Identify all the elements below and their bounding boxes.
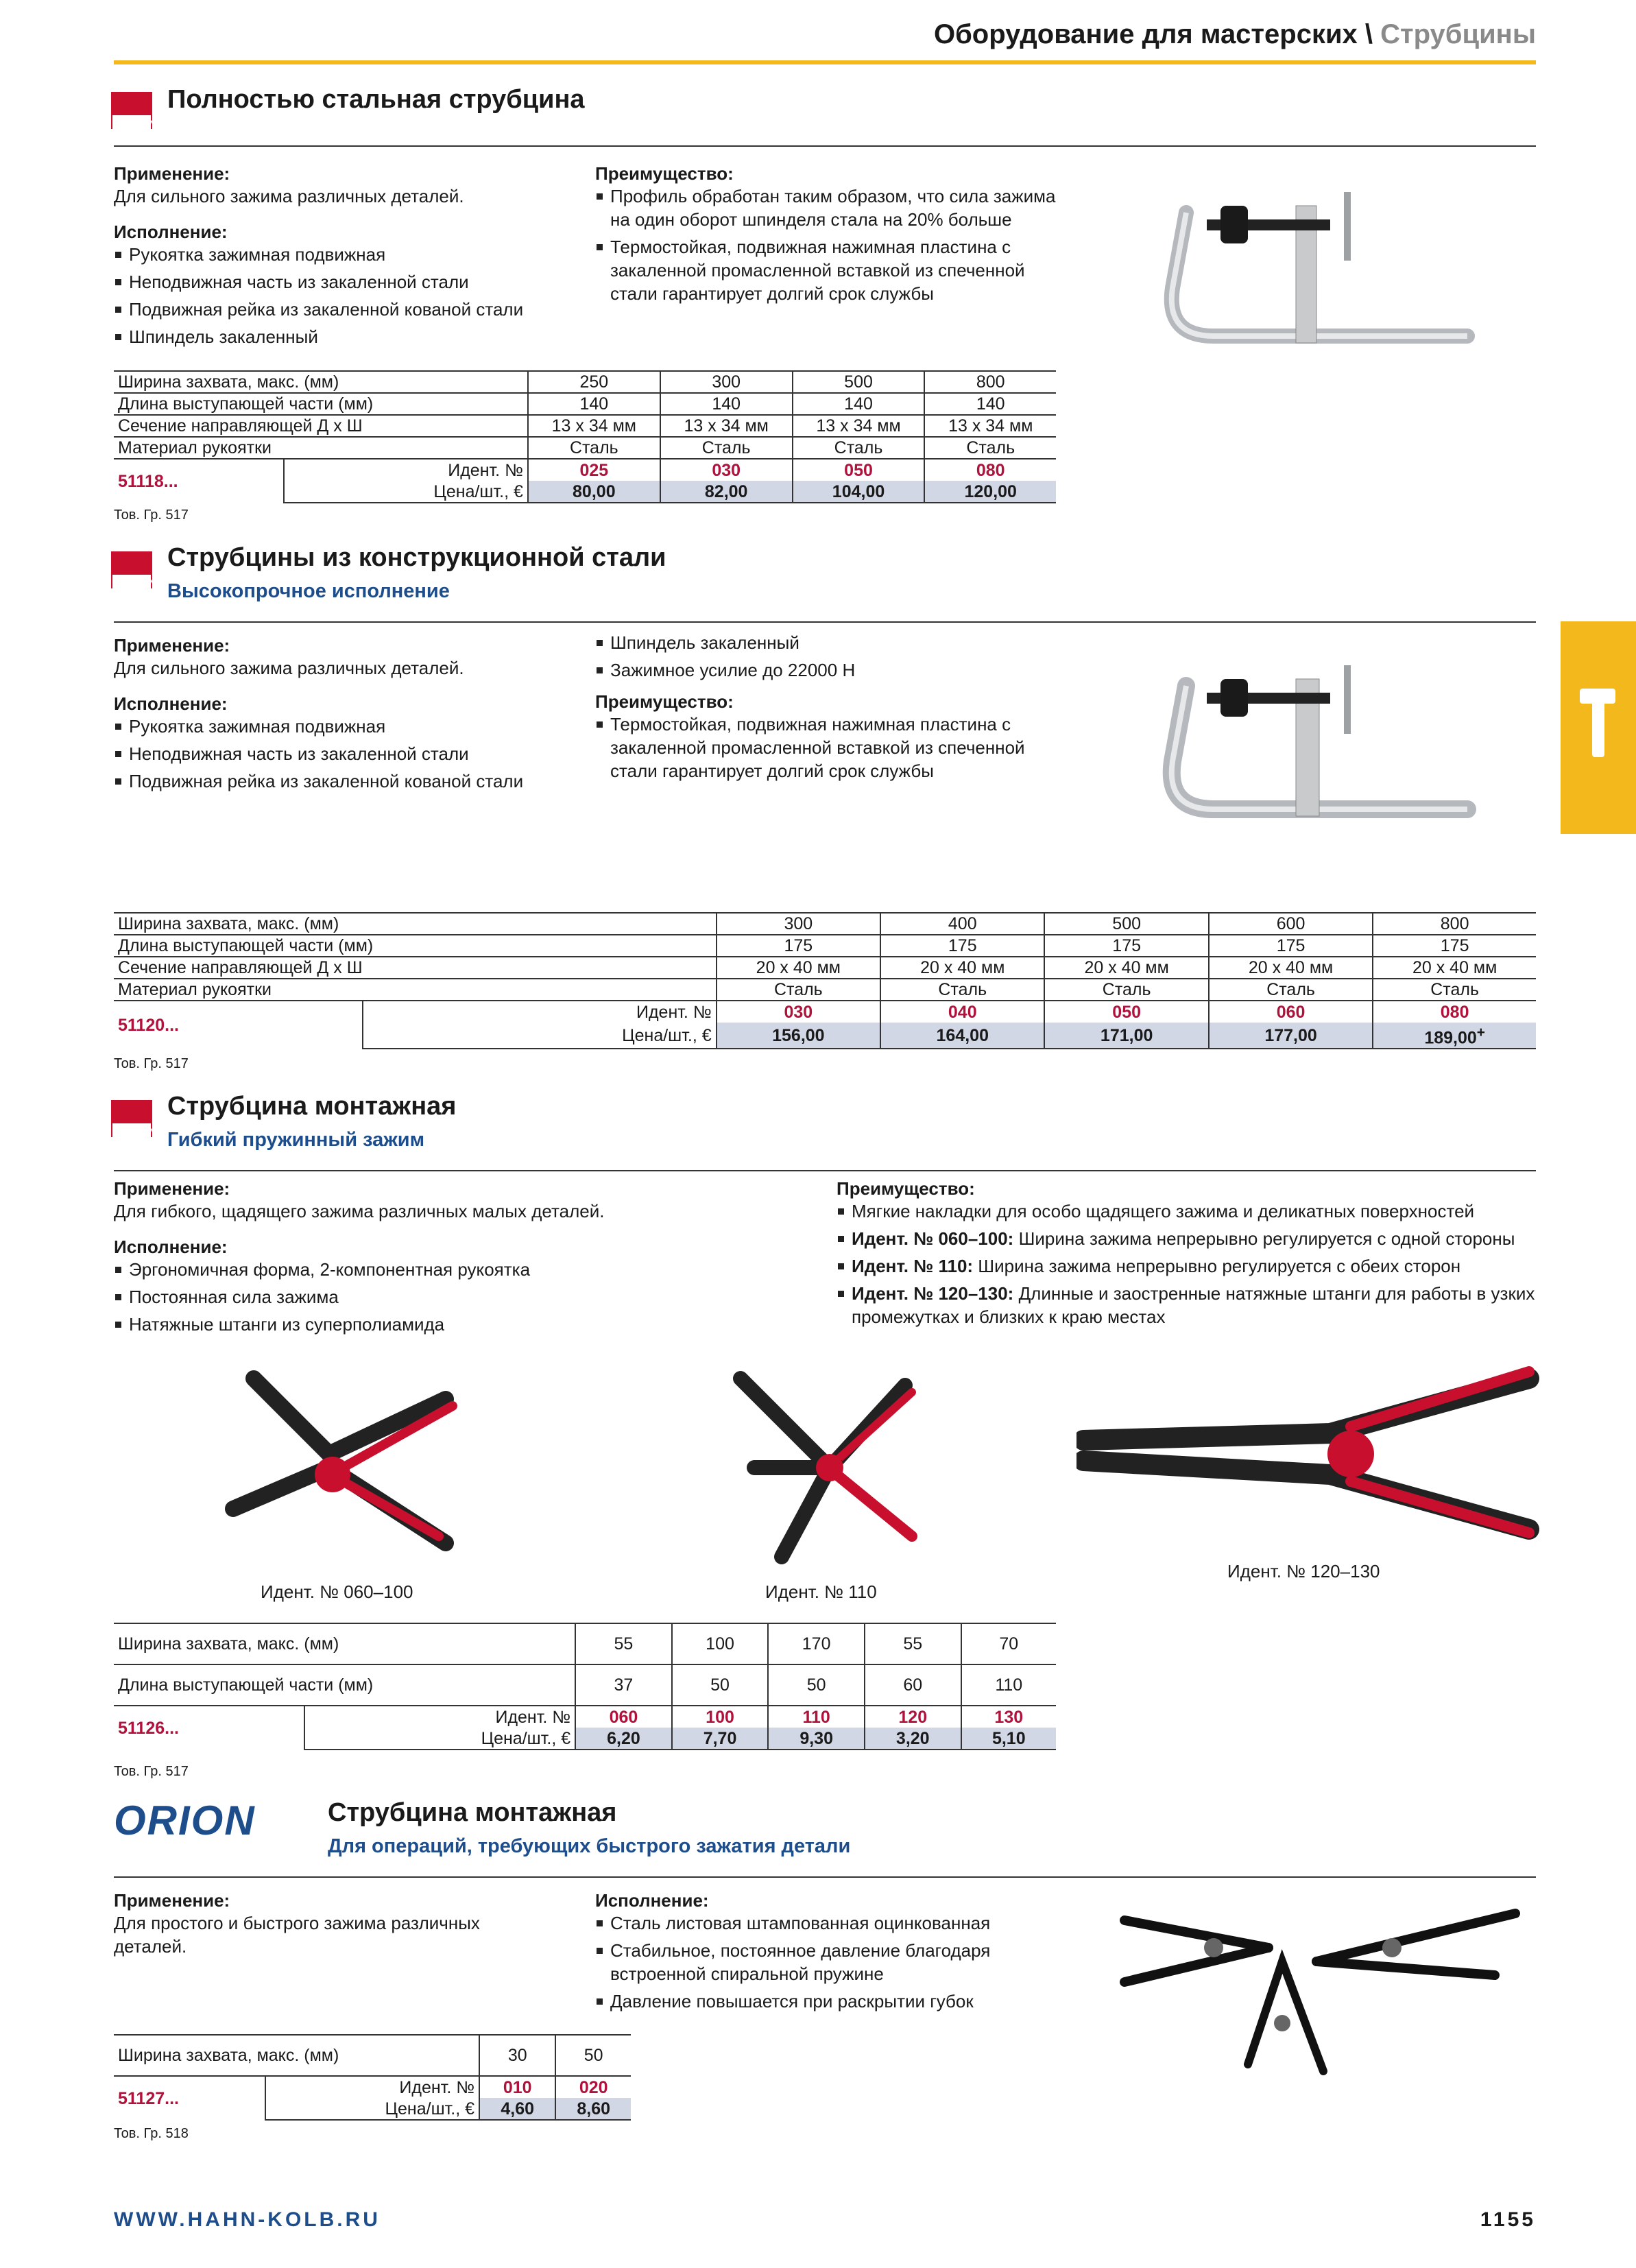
row-label: Ширина захвата, макс. (мм) — [114, 2035, 479, 2076]
price-label: Цена/шт., € — [304, 1728, 575, 1750]
price-value: 104,00 — [793, 481, 925, 503]
table-value: 110 — [961, 1664, 1056, 1706]
table-value: 20 x 40 мм — [1373, 957, 1536, 979]
execution-block — [595, 1890, 1061, 2017]
table-value: 13 x 34 мм — [924, 415, 1056, 437]
section-title: Струбцина монтажная — [167, 1092, 457, 1121]
table-row — [114, 913, 1536, 935]
spring-clamp-image — [1076, 1358, 1543, 1550]
price-value: 7,70 — [672, 1728, 769, 1750]
application-block — [114, 163, 580, 353]
section-subtitle: Для операций, требующих быстрого зажатия детали — [328, 1835, 851, 1857]
table-value: 250 — [528, 371, 660, 393]
table-value: 800 — [924, 371, 1056, 393]
label: Исполнение: — [114, 693, 228, 714]
spec-table — [114, 2034, 631, 2121]
section-subtitle: Высокопрочное исполнение — [167, 580, 450, 602]
product-group: Тов. Гр. 517 — [114, 1056, 189, 1071]
table-row — [114, 371, 1056, 393]
orion-logo: ORION — [114, 1798, 256, 1843]
section-title: Струбцины из конструкционной стали — [167, 543, 666, 572]
table-value: 140 — [660, 393, 793, 415]
table-value: 30 — [479, 2035, 555, 2076]
section-rule — [114, 1170, 1536, 1171]
price-value: 171,00 — [1044, 1023, 1208, 1049]
product-id: 060 — [1209, 1001, 1373, 1023]
table-row — [114, 1001, 1536, 1023]
row-label: Ширина захвата, макс. (мм) — [114, 371, 528, 393]
clamp-image — [1138, 185, 1481, 363]
list-item: Зажимное усилие до 22000 Н — [595, 658, 1061, 682]
product-id: 100 — [672, 1706, 769, 1728]
spec-table — [114, 370, 1056, 503]
list-item: Термостойкая, подвижная нажимная пластина с закаленной промасленной вставкой из спеченной стали гарантирует долгий срок службы — [595, 713, 1061, 783]
id-label: Идент. № — [363, 1001, 716, 1023]
table-value: 60 — [865, 1664, 961, 1706]
text: Для простого и быстрого зажима различных деталей. — [114, 1913, 480, 1957]
list-item: Термостойкая, подвижная нажимная пластина с закаленной промасленной вставкой из спеченной стали гарантирует долгий срок службы — [595, 235, 1061, 305]
table-value: 20 x 40 мм — [880, 957, 1044, 979]
table-row — [114, 2076, 631, 2098]
adv-list — [595, 184, 1061, 305]
clamp-image — [1138, 658, 1481, 837]
table-value: 140 — [924, 393, 1056, 415]
adv-item: Мягкие накладки для особо щадящего зажима и деликатных поверхностей — [837, 1199, 1536, 1223]
exec-list — [114, 1258, 799, 1336]
header-rule — [114, 60, 1536, 64]
label: Применение: — [114, 635, 230, 656]
table-value: 175 — [1209, 935, 1373, 957]
text: Для сильного зажима различных деталей. — [114, 186, 464, 206]
list-item: Натяжные штанги из суперполиамида — [114, 1313, 799, 1336]
text: Для гибкого, щадящего зажима различных малых деталей. — [114, 1201, 605, 1221]
list-item: Рукоятка зажимная подвижная — [114, 243, 580, 266]
application-block — [114, 1890, 539, 1958]
table-value: Сталь — [880, 979, 1044, 1001]
label: Применение: — [114, 1178, 230, 1199]
table-value: 175 — [1373, 935, 1536, 957]
table-value: 175 — [717, 935, 880, 957]
label: Применение: — [114, 1890, 230, 1911]
table-value: 55 — [575, 1623, 672, 1664]
table-value: Сталь — [793, 437, 925, 459]
price-value: 156,00 — [717, 1023, 880, 1049]
label: Исполнение: — [114, 222, 228, 242]
table-value: Сталь — [528, 437, 660, 459]
adv-list — [837, 1199, 1536, 1328]
product-id: 010 — [479, 2076, 555, 2098]
price-value: 120,00 — [924, 481, 1056, 503]
table-value: Сталь — [924, 437, 1056, 459]
id-label: Идент. № — [304, 1706, 575, 1728]
advantage-block — [595, 631, 1061, 787]
table-value: 20 x 40 мм — [1209, 957, 1373, 979]
list-item: Постоянная сила зажима — [114, 1285, 799, 1309]
product-id: 080 — [1440, 1002, 1469, 1022]
header-main: Оборудование для мастерских — [933, 19, 1358, 49]
table-value: Сталь — [717, 979, 880, 1001]
table-row — [114, 1664, 1056, 1706]
price-label: Цена/шт., € — [265, 2098, 480, 2120]
product-id: 050 — [793, 459, 925, 481]
row-label: Длина выступающей части (мм) — [114, 1664, 575, 1706]
table-row — [114, 1623, 1056, 1664]
price-label: Цена/шт., € — [363, 1023, 716, 1049]
product-group: Тов. Гр. 517 — [114, 1764, 189, 1779]
table-value: 175 — [880, 935, 1044, 957]
spring-clamp-image — [1111, 1900, 1536, 2092]
product-id: 030 — [660, 459, 793, 481]
bessey-logo: BESSEY — [111, 92, 152, 129]
product-id: 060 — [575, 1706, 672, 1728]
spec-table — [114, 912, 1536, 1049]
header-separator: \ — [1357, 19, 1381, 49]
price-value: 82,00 — [660, 481, 793, 503]
table-value: 500 — [793, 371, 925, 393]
list-item: Подвижная рейка из закаленной кованой стали — [114, 298, 580, 321]
row-label: Материал рукоятки — [114, 437, 528, 459]
side-tab — [1561, 621, 1636, 834]
spring-clamp-image — [727, 1365, 933, 1571]
bessey-logo: BESSEY — [111, 1100, 152, 1137]
table-row — [114, 459, 1056, 481]
row-label: Ширина захвата, макс. (мм) — [114, 913, 717, 935]
list-item: Давление повышается при раскрытии губок — [595, 1990, 1061, 2013]
list-item: Эргономичная форма, 2-компонентная рукоятка — [114, 1258, 799, 1281]
price-value: 164,00 — [880, 1023, 1044, 1049]
list-item: Стабильное, постоянное давление благодаря встроенной спиральной пружине — [595, 1939, 1061, 1985]
product-id: 080 — [976, 460, 1005, 480]
table-row — [114, 2035, 631, 2076]
table-row — [114, 935, 1536, 957]
spring-clamp-image — [219, 1365, 480, 1571]
exec-list — [114, 715, 580, 793]
table-value: 300 — [717, 913, 880, 935]
exec-list — [595, 1911, 1061, 2013]
row-label: Ширина захвата, макс. (мм) — [114, 1623, 575, 1664]
table-value: 140 — [793, 393, 925, 415]
section-rule — [114, 621, 1536, 623]
section-title: Струбцина монтажная — [328, 1798, 617, 1827]
list-item: Шпиндель закаленный — [595, 631, 1061, 654]
table-value: 37 — [575, 1664, 672, 1706]
table-row — [114, 957, 1536, 979]
table-value: 400 — [880, 913, 1044, 935]
list-item: Шпиндель закаленный — [114, 325, 580, 348]
product-id: 050 — [1044, 1001, 1208, 1023]
table-value: Сталь — [1209, 979, 1373, 1001]
image-caption: Идент. № 110 — [765, 1581, 877, 1602]
price-value: 9,30 — [768, 1728, 865, 1750]
image-caption: Идент. № 120–130 — [1227, 1561, 1380, 1581]
footer-website[interactable]: WWW.HAHN-KOLB.RU — [114, 2208, 381, 2231]
row-label: Длина выступающей части (мм) — [114, 393, 528, 415]
list-item: Рукоятка зажимная подвижная — [114, 715, 580, 738]
list-item: Сталь листовая штампованная оцинкованная — [595, 1911, 1061, 1935]
table-value: 70 — [961, 1623, 1056, 1664]
product-code: 51126... — [114, 1706, 304, 1750]
product-code: 51118... — [114, 459, 284, 503]
label: Исполнение: — [114, 1237, 228, 1257]
bessey-logo: BESSEY — [111, 551, 152, 588]
table-row — [114, 1706, 1056, 1728]
table-value: 13 x 34 мм — [793, 415, 925, 437]
table-value: 300 — [660, 371, 793, 393]
section-title: Полностью стальная струбцина — [167, 85, 585, 114]
product-group: Тов. Гр. 518 — [114, 2126, 189, 2141]
table-row — [114, 979, 1536, 1001]
section-rule — [114, 145, 1536, 147]
list-item: Неподвижная часть из закаленной стали — [114, 742, 580, 765]
label: Преимущество: — [595, 163, 734, 184]
product-code: 51127... — [114, 2076, 265, 2120]
table-value: 13 x 34 мм — [660, 415, 793, 437]
price-value: 80,00 — [528, 481, 660, 503]
table-value: 170 — [768, 1623, 865, 1664]
advantage-block — [837, 1178, 1536, 1333]
header-sub: Струбцины — [1380, 19, 1536, 49]
spec-table — [114, 1623, 1056, 1750]
table-value: 600 — [1209, 913, 1373, 935]
list-item: Подвижная рейка из закаленной кованой стали — [114, 769, 580, 793]
table-value: 140 — [528, 393, 660, 415]
table-value: Сталь — [1373, 979, 1536, 1001]
row-label: Сечение направляющей Д х Ш — [114, 957, 717, 979]
row-label: Материал рукоятки — [114, 979, 717, 1001]
label: Преимущество: — [837, 1178, 975, 1199]
product-id: 020 — [579, 2077, 608, 2097]
label: Преимущество: — [595, 691, 734, 712]
table-value: 175 — [1044, 935, 1208, 957]
product-id: 030 — [717, 1001, 880, 1023]
label: Применение: — [114, 163, 230, 184]
application-block — [114, 635, 580, 797]
section-subtitle: Гибкий пружинный зажим — [167, 1129, 425, 1151]
price-value: 3,20 — [865, 1728, 961, 1750]
id-label: Идент. № — [265, 2076, 480, 2098]
price-value: 189,00+ — [1373, 1023, 1536, 1049]
page-number: 1155 — [1480, 2208, 1536, 2231]
label: Исполнение: — [595, 1890, 709, 1911]
adv-item: Идент. № 060–100: Ширина зажима непрерывно регулируется с одной стороны — [837, 1227, 1536, 1250]
table-value: Сталь — [660, 437, 793, 459]
price-value: 6,20 — [575, 1728, 672, 1750]
application-block — [114, 1178, 799, 1340]
adv-item: Идент. № 120–130: Длинные и заостренные натяжные штанги для работы в узких промежутках и близких к краю местах — [837, 1282, 1536, 1328]
product-id: 025 — [528, 459, 660, 481]
text: Для сильного зажима различных деталей. — [114, 658, 464, 678]
id-label: Идент. № — [284, 459, 528, 481]
product-code: 51120... — [114, 1001, 363, 1049]
list-item: Неподвижная часть из закаленной стали — [114, 270, 580, 294]
table-value: 13 x 34 мм — [528, 415, 660, 437]
row-label: Сечение направляющей Д х Ш — [114, 415, 528, 437]
price-value: 177,00 — [1209, 1023, 1373, 1049]
table-value: 55 — [865, 1623, 961, 1664]
table-row — [114, 393, 1056, 415]
product-id: 110 — [768, 1706, 865, 1728]
section-rule — [114, 1876, 1536, 1878]
product-id: 040 — [880, 1001, 1044, 1023]
product-id: 120 — [865, 1706, 961, 1728]
table-value: 50 — [672, 1664, 769, 1706]
adv-list — [595, 713, 1061, 783]
table-value: 500 — [1044, 913, 1208, 935]
table-row — [114, 415, 1056, 437]
advantage-block — [595, 163, 1061, 309]
hammer-icon — [1561, 621, 1636, 834]
table-value: 20 x 40 мм — [717, 957, 880, 979]
table-value: 50 — [768, 1664, 865, 1706]
adv-item: Идент. № 110: Ширина зажима непрерывно регулируется с обеих сторон — [837, 1254, 1536, 1278]
feature-list — [595, 631, 1061, 682]
product-group: Тов. Гр. 517 — [114, 508, 189, 523]
table-row — [114, 437, 1056, 459]
price-value: 4,60 — [479, 2098, 555, 2120]
table-value: 50 — [555, 2035, 631, 2076]
image-caption: Идент. № 060–100 — [261, 1581, 413, 1602]
price-label: Цена/шт., € — [284, 481, 528, 503]
list-item: Профиль обработан таким образом, что сила зажима на один оборот шпинделя стала на 20% больше — [595, 184, 1061, 231]
table-value: 100 — [672, 1623, 769, 1664]
price-mark: + — [1476, 1025, 1485, 1040]
table-value: 20 x 40 мм — [1044, 957, 1208, 979]
price-value: 8,60 — [555, 2098, 631, 2120]
table-value: Сталь — [1044, 979, 1208, 1001]
product-id: 130 — [994, 1707, 1024, 1727]
price-value: 5,10 — [961, 1728, 1056, 1750]
table-value: 800 — [1373, 913, 1536, 935]
exec-list — [114, 243, 580, 348]
page-header — [934, 19, 1536, 50]
row-label: Длина выступающей части (мм) — [114, 935, 717, 957]
